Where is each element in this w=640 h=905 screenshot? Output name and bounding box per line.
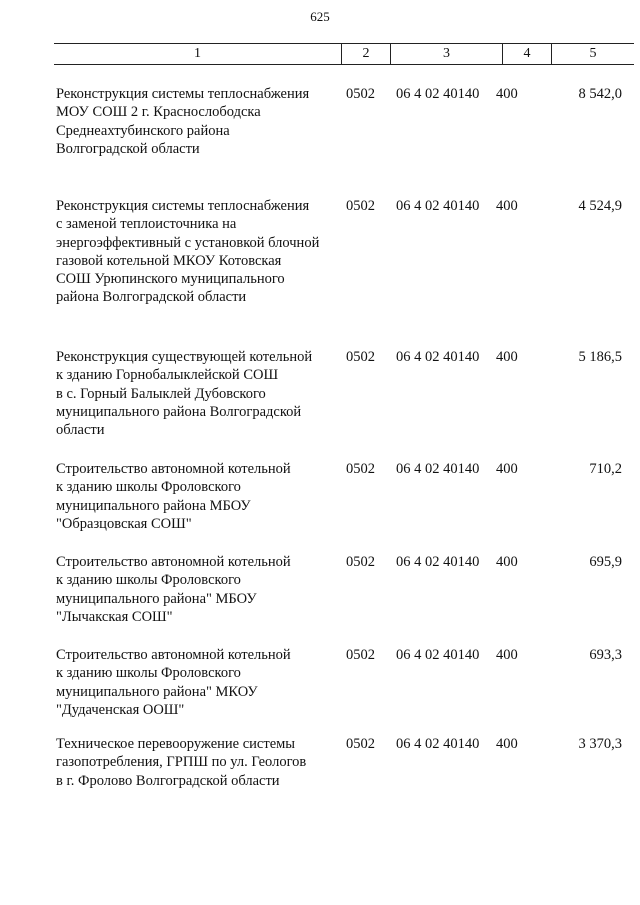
row-code: 06 4 02 40140	[396, 86, 480, 102]
row-code: 06 4 02 40140	[396, 647, 480, 663]
row-section: 0502	[346, 554, 375, 570]
row-code: 06 4 02 40140	[396, 349, 480, 365]
row-name: Строительство автономной котельной к зданию школы Фроловского муниципального района" МБОУ "Лычакская СОШ"	[56, 554, 291, 625]
row-type: 400	[496, 198, 518, 214]
row-section: 0502	[346, 461, 375, 477]
row-section: 0502	[346, 86, 375, 102]
header-cell-5: 5	[551, 44, 634, 64]
table-header	[54, 43, 634, 65]
row-type: 400	[496, 86, 518, 102]
row-name: Реконструкция системы теплоснабжения МОУ СОШ 2 г. Краснослободска Среднеахтубинского района Волгоградской области	[56, 86, 310, 157]
row-section: 0502	[346, 647, 375, 663]
page-number: 625	[310, 9, 330, 24]
row-type: 400	[496, 554, 518, 570]
row-section: 0502	[346, 198, 375, 214]
row-amount: 693,3	[589, 647, 622, 663]
row-amount: 5 186,5	[578, 349, 622, 365]
row-name: Техническое перевооружение системы газопотребления, ГРПШ по ул. Геологов в г. Фролово Волгоградской области	[56, 736, 307, 789]
row-type: 400	[496, 647, 518, 663]
row-code: 06 4 02 40140	[396, 554, 480, 570]
header-cell-4: 4	[502, 44, 551, 64]
row-amount: 4 524,9	[578, 198, 622, 214]
row-name: Реконструкция существующей котельной к зданию Горнобалыклейской СОШ в с. Горный Балыклей Дубовского муниципального района Волгоградской области	[56, 349, 313, 439]
header-cell-3: 3	[390, 44, 502, 64]
row-name: Реконструкция системы теплоснабжения с заменой теплоисточника на энергоэффективный с установкой блочной газовой котельной МКОУ Котовская СОШ Урюпинского муниципального района Волгоградской области	[56, 198, 320, 306]
row-type: 400	[496, 461, 518, 477]
row-code: 06 4 02 40140	[396, 198, 480, 214]
row-type: 400	[496, 349, 518, 365]
row-code: 06 4 02 40140	[396, 736, 480, 752]
row-section: 0502	[346, 736, 375, 752]
row-amount: 695,9	[589, 554, 622, 570]
header-cell-1: 1	[194, 46, 201, 61]
row-name: Строительство автономной котельной к зданию школы Фроловского муниципального района МБОУ "Образцовская СОШ"	[56, 461, 291, 532]
row-code: 06 4 02 40140	[396, 461, 480, 477]
row-section: 0502	[346, 349, 375, 365]
header-cell-2: 2	[341, 44, 390, 64]
row-name: Строительство автономной котельной к зданию школы Фроловского муниципального района" МКОУ "Дудаченская ООШ"	[56, 647, 291, 718]
row-amount: 710,2	[589, 461, 622, 477]
row-type: 400	[496, 736, 518, 752]
row-amount: 8 542,0	[578, 86, 622, 102]
row-amount: 3 370,3	[578, 736, 622, 752]
